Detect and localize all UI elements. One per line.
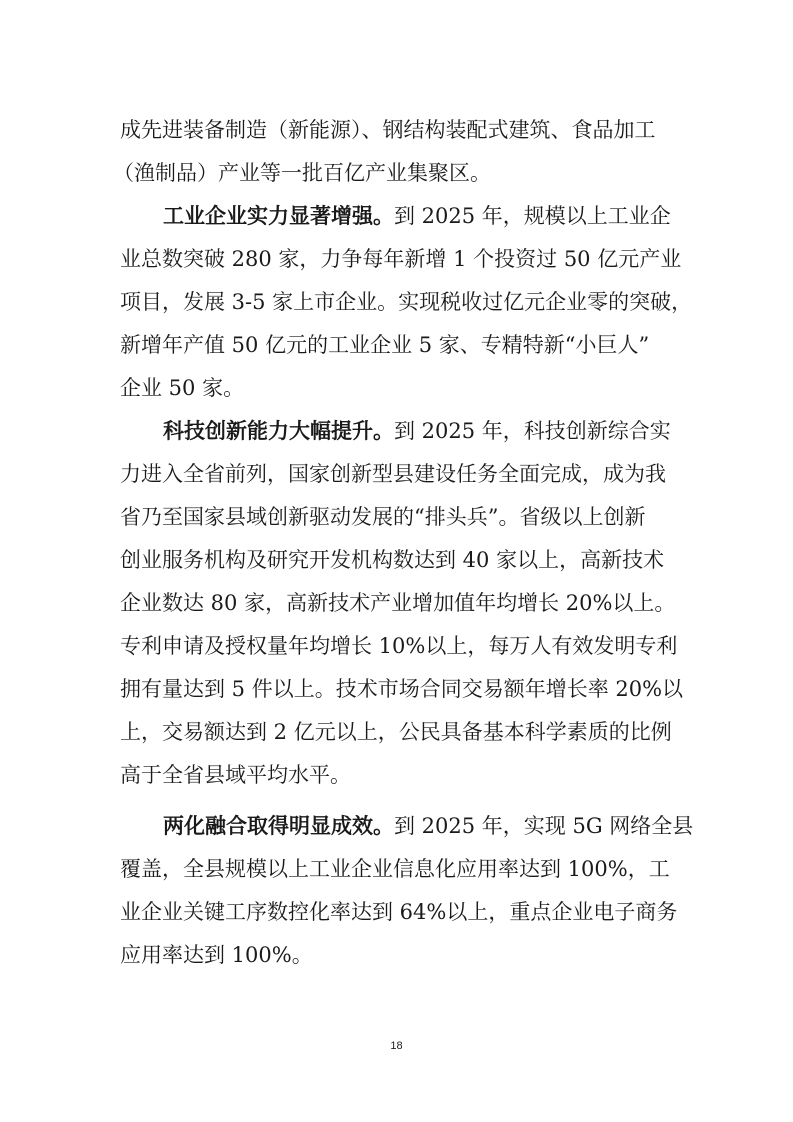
- line-text: 到 2025 年，规模以上工业企: [394, 204, 671, 228]
- line-text: 专利申请及授权量年均增长 10%以上，每万人有效发明专利: [120, 634, 678, 658]
- line-text: 项目，发展 3-5 家上市企业。实现税收过亿元企业零的突破，: [120, 290, 693, 314]
- line-text: 上，交易额达到 2 亿元以上，公民具备基本科学素质的比例: [120, 720, 672, 744]
- body-text-line: [0, 892, 793, 932]
- page-number: 18: [390, 1040, 403, 1052]
- line-text: 到 2025 年，科技创新综合实: [394, 419, 671, 443]
- body-text-line: [0, 540, 793, 580]
- body-text-line: [0, 669, 793, 709]
- line-text: 企业 50 家。: [120, 376, 245, 400]
- body-text-line: [0, 626, 793, 666]
- line-text: 新增年产值 50 亿元的工业企业 5 家、专精特新“小巨人”: [120, 333, 650, 357]
- body-text-line: [0, 153, 793, 193]
- paragraph-heading: 工业企业实力显著增强。: [163, 204, 394, 228]
- line-text: 业企业关键工序数控化率达到 64%以上，重点企业电子商务: [120, 900, 678, 924]
- line-text: 高于全省县域平均水平。: [120, 763, 351, 787]
- body-text-line: [0, 849, 793, 889]
- body-text-line: [0, 935, 793, 975]
- body-text-line: [0, 755, 793, 795]
- line-text: 业总数突破 280 家，力争每年新增 1 个投资过 50 亿元产业: [120, 247, 682, 271]
- paragraph-heading: 两化融合取得明显成效。: [163, 814, 394, 838]
- body-text-line: [0, 282, 793, 322]
- body-text-line: [0, 454, 793, 494]
- line-text: （渔制品）产业等一批百亿产业集聚区。: [113, 161, 491, 185]
- line-text: 到 2025 年，实现 5G 网络全县: [394, 814, 694, 838]
- body-text-line: [0, 239, 793, 279]
- body-text-line: [0, 712, 793, 752]
- line-text: 力进入全省前列，国家创新型县建设任务全面完成，成为我: [120, 462, 666, 486]
- line-text: 创业服务机构及研究开发机构数达到 40 家以上，高新技术: [120, 548, 665, 572]
- line-text: 覆盖，全县规模以上工业企业信息化应用率达到 100%，工: [120, 857, 670, 881]
- body-text-line: [0, 806, 793, 846]
- body-text-line: [0, 110, 793, 150]
- line-text: 成先进装备制造（新能源）、钢结构装配式建筑、食品加工: [120, 118, 656, 142]
- body-text-line: [0, 583, 793, 623]
- line-text: 拥有量达到 5 件以上。技术市场合同交易额年增长率 20%以: [120, 677, 684, 701]
- line-text: 省乃至国家县域创新驱动发展的“排头兵”。省级以上创新: [120, 505, 646, 529]
- body-text-line: [0, 196, 793, 236]
- body-text-line: [0, 411, 793, 451]
- body-text-line: [0, 368, 793, 408]
- line-text: 企业数达 80 家，高新技术产业增加值年均增长 20%以上。: [120, 591, 676, 615]
- line-text: 应用率达到 100%。: [120, 943, 313, 967]
- body-text-line: [0, 325, 793, 365]
- paragraph-heading: 科技创新能力大幅提升。: [163, 419, 394, 443]
- body-text-line: [0, 497, 793, 537]
